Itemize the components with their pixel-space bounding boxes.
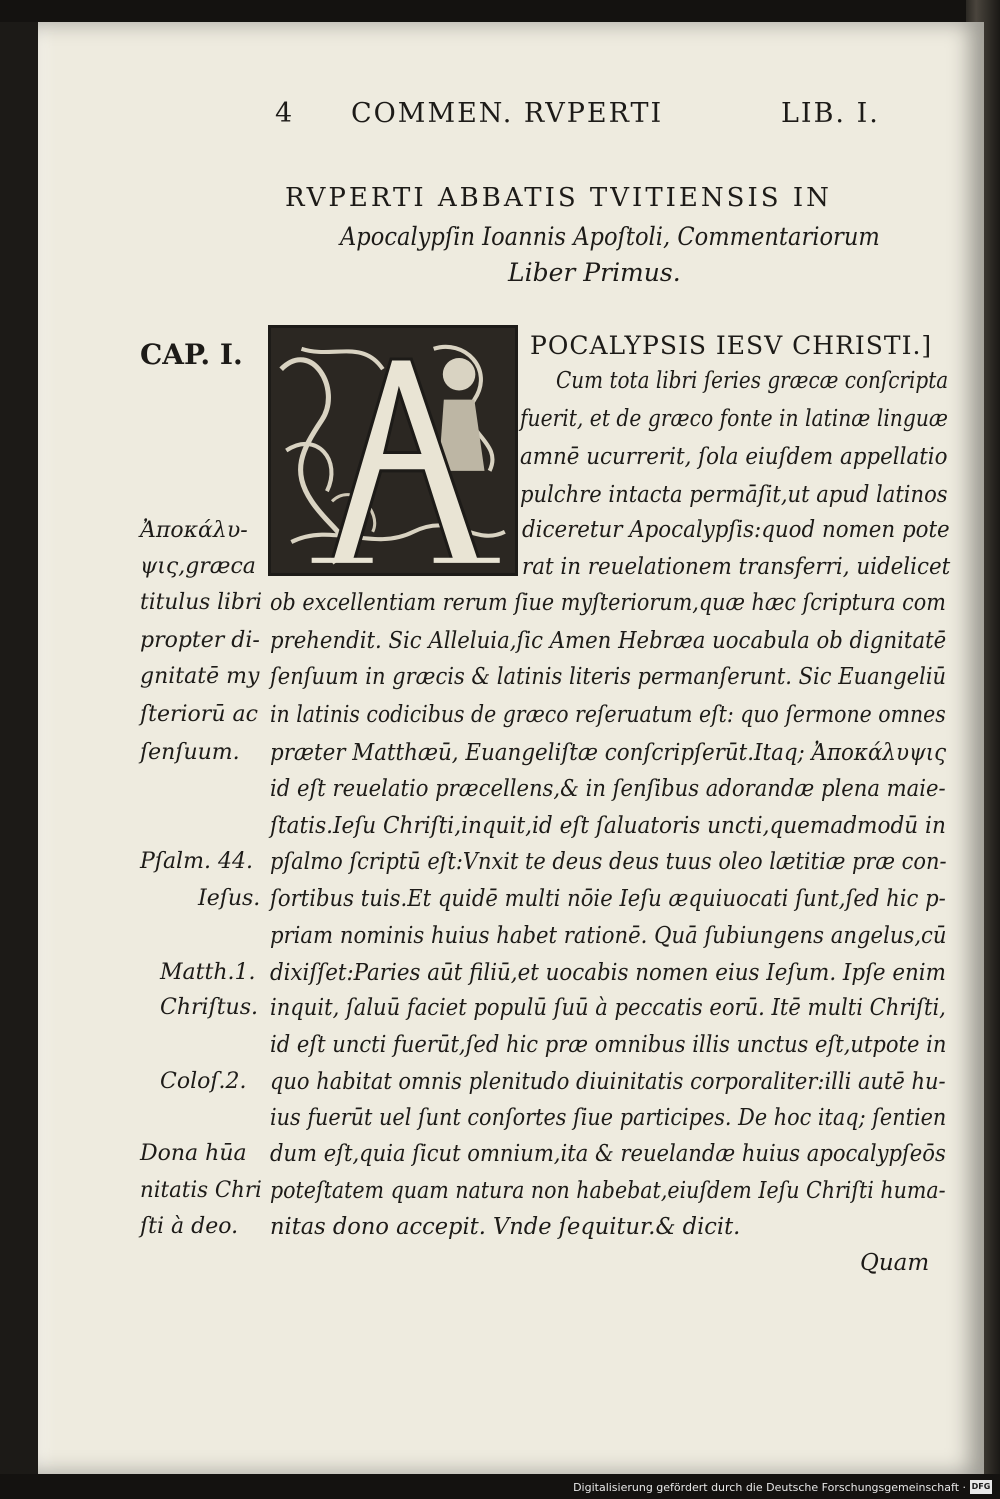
body-line: quo habitat omnis plenitudo diuinitatis corporaliter:illi autē hu- <box>270 1069 946 1095</box>
marginal-note: Chriſtus. <box>160 995 258 1020</box>
marginal-note: nitatis Chri <box>140 1178 262 1203</box>
body-line: pſalmo ſcriptū eſt:Vnxit te deus deus tuus oleo lætitiæ præ con- <box>270 849 947 875</box>
marginal-note: ſenſuum. <box>140 740 240 765</box>
body-line: poteſtatem quam natura non habebat,eiuſdem Ieſu Chriſti huma- <box>270 1178 946 1204</box>
chapter-label: CAP. I. <box>140 338 243 371</box>
body-line: rat in reuelationem transferri, uidelicet <box>522 554 951 580</box>
body-line: dixiſſet:Paries aūt filiū,et uocabis nomen eius Ieſum. Ipſe enim <box>270 960 946 986</box>
body-line: id eſt reuelatio præcellens,& in ſenſibus adorandæ plena maie- <box>270 776 946 802</box>
decorated-initial-woodcut <box>268 325 518 576</box>
body-line: nitas dono accepit. Vnde ſequitur.& dicit. <box>270 1214 741 1240</box>
marginal-note: Matth.1. <box>160 960 256 985</box>
body-line: Cum tota libri ſeries græcæ conſcripta <box>556 368 949 394</box>
body-line: præter Matthæū, Euangeliſtæ conſcripſerūt.Itaq; Ἀποκάλυψις <box>270 740 947 766</box>
body-line: ſortibus tuis.Et quidē multi nōie Ieſu æquiuocati ſunt,ſed hic p- <box>270 886 946 912</box>
woodcut-initial-a-icon <box>271 328 515 573</box>
running-head-book: LIB. I. <box>781 98 880 129</box>
body-line: id eſt uncti fuerūt,ſed hic præ omnibus illis unctus eſt,utpote in <box>270 1032 947 1058</box>
marginal-note: ψις,græca <box>140 554 256 579</box>
marginal-note: Ieſus. <box>198 886 261 911</box>
title-line-2: Apocalypſin Ioannis Apoſtoli, Commentariorum <box>340 222 880 251</box>
dfg-logo-icon: DFG <box>970 1480 992 1494</box>
body-line: POCALYPSIS IESV CHRISTI.] <box>530 331 933 360</box>
body-line: ſenſuum in græcis & latinis literis permanſerunt. Sic Euangeliū <box>270 664 947 690</box>
marginal-note: Ἀποκάλυ- <box>140 518 248 543</box>
marginal-note: ſteriorū ac <box>140 702 258 727</box>
marginal-note: propter di- <box>140 628 260 653</box>
body-line: ius fuerūt uel ſunt conſortes ſiue participes. De hoc itaq; ſentien <box>270 1105 947 1131</box>
marginal-note: Pſalm. 44. <box>140 849 253 874</box>
title-line-3: Liber Primus. <box>508 258 681 287</box>
body-line: inquit, ſaluū faciet populū ſuū à peccatis eorū. Itē multi Chriſti, <box>270 995 946 1021</box>
marginal-note: gnitatē my <box>140 664 260 689</box>
footer-credit: Digitalisierung gefördert durch die Deutsche Forschungsgemeinschaft · <box>573 1481 966 1494</box>
scan-top-edge <box>0 0 1000 22</box>
body-line: in latinis codicibus de græco reſeruatum eſt: quo ſermone omnes <box>270 702 946 728</box>
catchword: Quam <box>860 1250 930 1276</box>
marginal-note: ſti à deo. <box>140 1214 239 1239</box>
body-line: pulchre intacta permāſit,ut apud latinos <box>520 482 948 508</box>
digitization-footer <box>0 1478 1000 1498</box>
body-line: ſtatis.Ieſu Chriſti,inquit,id eſt ſaluatoris uncti,quemadmodū in <box>270 813 946 839</box>
marginal-note: titulus libri <box>140 590 263 615</box>
body-line: priam nominis huius habet rationē. Quā ſubiungens angelus,cū <box>270 923 947 949</box>
body-line: diceretur Apocalypſis:quod nomen pote <box>522 517 950 543</box>
body-line: dum eſt,quia ſicut omnium,ita & reuelandæ huius apocalypſeōs <box>270 1141 946 1167</box>
body-line: amnē ucurrerit, ſola eiuſdem appellatio <box>520 444 948 470</box>
body-line: prehendit. Sic Alleluia,ſic Amen Hebræa uocabula ob dignitatē <box>270 628 947 654</box>
marginal-note: Coloſ.2. <box>160 1069 247 1094</box>
body-line: ob excellentiam rerum ſiue myſteriorum,quæ hæc ſcriptura com <box>270 590 946 616</box>
running-head-title: COMMEN. RVPERTI <box>351 98 664 129</box>
marginal-note: Dona hūa <box>140 1141 247 1166</box>
page-number: 4 <box>275 98 295 129</box>
title-line-1: RVPERTI ABBATIS TVITIENSIS IN <box>285 183 832 213</box>
body-line: fuerit, et de græco fonte in latinæ linguæ <box>520 406 948 432</box>
